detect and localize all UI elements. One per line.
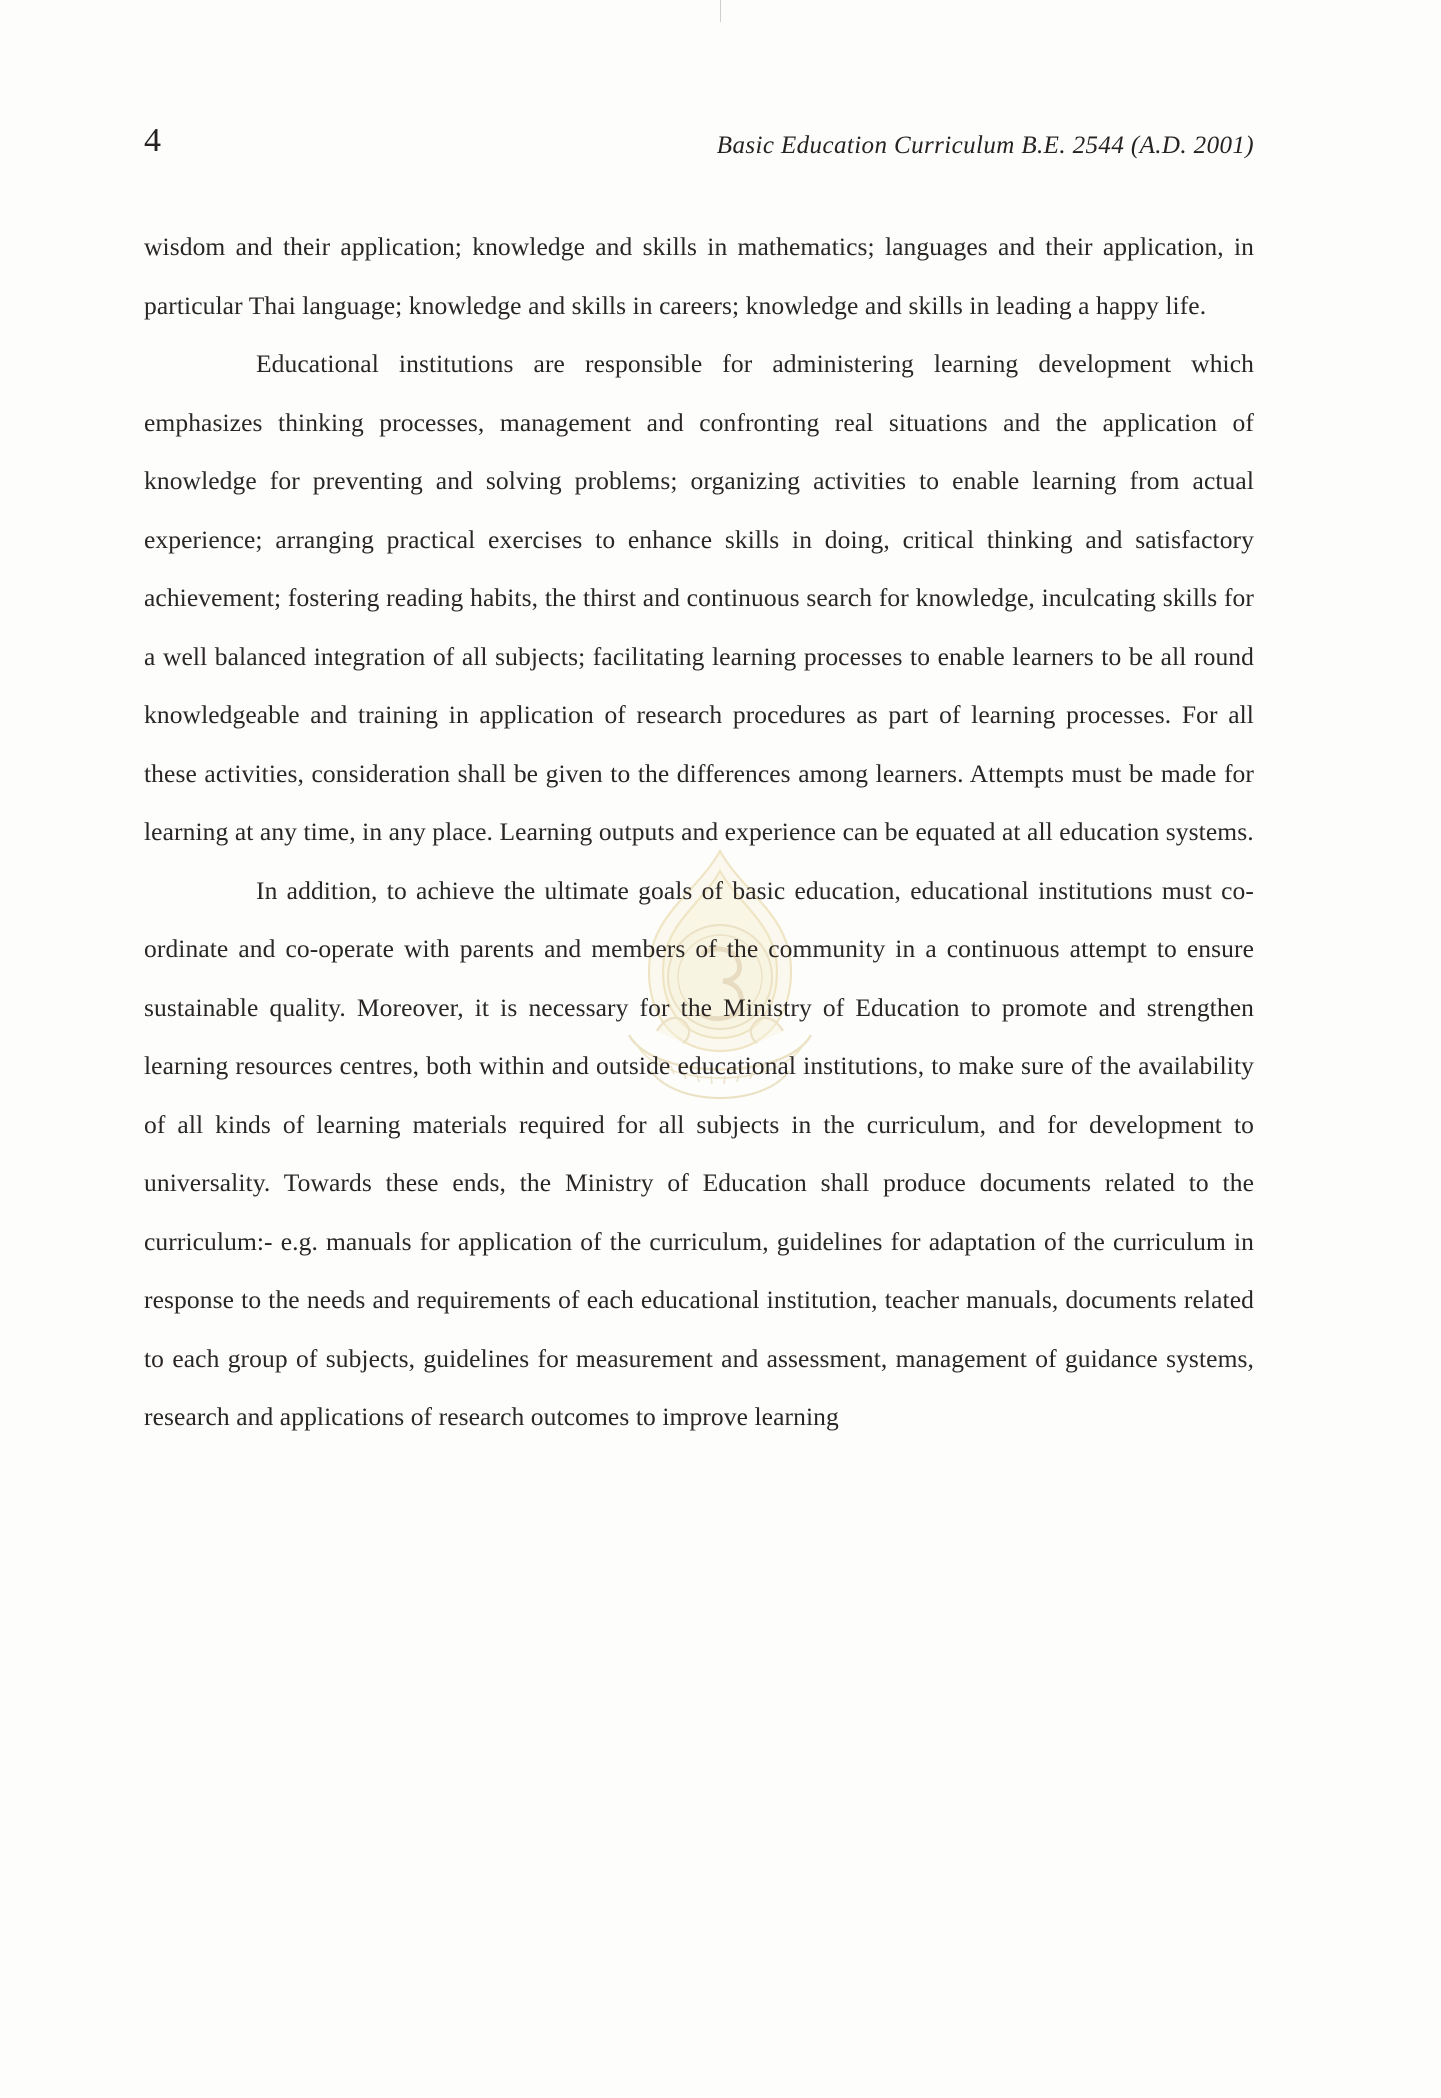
paragraph-2: Educational institutions are responsible for administering learning development which emphasizes thinking processes, management and confronting real situations and the application of knowledge for preventing and solving problems; organizing activities to enable learning from actual experience; arranging practical exercises to enhance skills in doing, critical thinking and satisfactory achievement; fostering reading habits, the thirst and continuous search for knowledge, inculcating skills for a well balanced integration of all subjects; facilitating learning processes to enable learners to be all round knowledgeable and training in application of research procedures as part of learning processes. For all these activities, consideration shall be given to the differences among learners. Attempts must be made for learning at any time, in any place. Learning outputs and experience can be equated at all education systems. bbox=[144, 349, 1254, 846]
paragraph-1: wisdom and their application; knowledge and skills in mathematics; languages and their application, in particular Thai language; knowledge and skills in careers; knowledge and skills in leading a happy life. bbox=[144, 232, 1254, 320]
running-head-title: Basic Education Curriculum B.E. 2544 (A.D. 2001) bbox=[716, 132, 1254, 159]
page-content bbox=[144, 120, 1254, 1447]
paragraph-3: In addition, to achieve the ultimate goals of basic education, educational institutions must co-ordinate and co-operate with parents and members of the community in a continuous attempt to ensure sustainable quality. Moreover, it is necessary for the Ministry of Education to promote and strengthen learning resources centres, both within and outside educational institutions, to make sure of the availability of all kinds of learning materials required for all subjects in the curriculum, and for development to universality. Towards these ends, the Ministry of Education shall produce documents related to the curriculum:- e.g. manuals for application of the curriculum, guidelines for adaptation of the curriculum in response to the needs and requirements of each educational institution, teacher manuals, documents related to each group of subjects, guidelines for measurement and assessment, management of guidance systems, research and applications of research outcomes to improve learning bbox=[144, 875, 1254, 1431]
crop-mark-tick bbox=[720, 0, 721, 22]
page-header bbox=[144, 120, 1254, 180]
page-number: 4 bbox=[144, 122, 162, 159]
